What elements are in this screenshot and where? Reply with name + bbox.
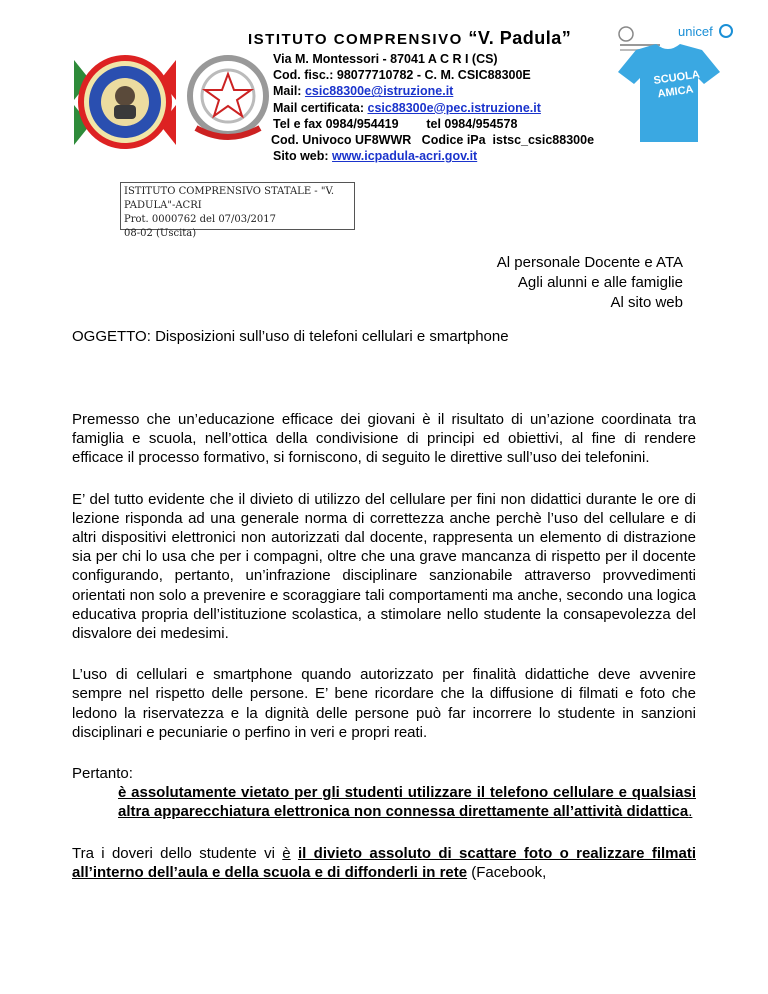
recipient-families: Agli alunni e alle famiglie [517,274,683,291]
letterhead [0,0,768,185]
site-link[interactable]: www.icpadula-acri.gov.it [332,149,478,164]
mail-link[interactable]: csic88300e@istruzione.it [304,84,454,99]
school-name [248,28,571,49]
recipients-block [497,253,683,313]
svg-text:AMICA: AMICA [656,83,695,101]
subject-line: OGGETTO: Disposizioni sull’uso di telefoni cellulari e smartphone [72,328,509,345]
rule-end: . [688,803,693,821]
site-line [273,148,594,164]
school-contacts [273,51,594,164]
italian-republic-emblem [182,48,274,148]
paragraph-premise: Premesso che un’educazione efficace dei giovani è il risultato di un’azione coordinata tra famiglia e scuola, nell’ottica della condivisione di principi ed obiettivi, al fine di rendere efficace il processo formativo, si forniscono, di seguito le direttive sull’uso dei telefonini. [72,411,696,467]
phone-line: Tel e fax 0984/954419 tel 0984/954578 [273,116,518,131]
school-name-prefix: ISTITUTO COMPRENSIVO [248,31,463,48]
recipient-website: Al sito web [610,294,683,311]
pec-label: Mail certificata: [273,100,365,115]
mail-line [273,83,594,99]
pec-link[interactable]: csic88300e@pec.istruzione.it [367,100,541,115]
unicef-label: unicef [678,24,713,39]
rule-statement [118,783,696,821]
svg-text:SCUOLA: SCUOLA [652,68,701,87]
stamp-line-2: Prot. 0000762 del 07/03/2017 [124,214,276,225]
recipient-staff: Al personale Docente e ATA [496,254,683,271]
school-badge-logo [70,50,180,150]
duties-c [291,845,298,862]
duties-e: (Facebook, [467,863,547,881]
stamp-line-1: ISTITUTO COMPRENSIVO STATALE - "V. PADULA"-ACRI [124,186,335,211]
protocol-stamp [120,182,355,239]
unicef-scuola-amica-logo [598,20,738,150]
paragraph-duties [72,844,696,882]
stamp-line-3: 08-02 (Uscita) [124,228,197,239]
mail-label: Mail: [273,84,302,99]
paragraph-authorized-use: L’uso di cellulari e smartphone quando autorizzato per finalità didattiche deve avvenire sempre nel rispetto delle persone. E’ bene ricordare che la diffusione di filmati e foto che ledono la riservatezza e la dignità delle persone può far incorrere lo studente in sanzioni disciplinari e pecuniarie o perfino in veri e propri reati. [72,666,696,741]
letter-body [72,410,696,904]
school-name-suffix: “V. Padula” [468,28,572,48]
school-codes: Cod. fisc.: 98077710782 - C. M. CSIC88300E [273,68,531,83]
rule-text: è assolutamente vietato per gli studenti utilizzare il telefono cellulare e qualsiasi altra apparecchiatura elettronica non connessa direttamente all’attività didattica [118,784,696,821]
paragraph-prohibition-rationale: E’ del tutto evidente che il divieto di utilizzo del cellulare per fini non didattici durante le ore di lezione risponda ad una generale norma di correttezza anche perchè l’uso del cellulare e di altri dispositivi elettronici non autorizzati dal docente, rappresenta un elemento di distrazione sia per chi lo usa che per i compagni, oltre che una grave mancanza di rispetto per il docente configurando, pertanto, un’infrazione disciplinare sanzionabile attraverso provvedimenti orientati non solo a prevenire e scoraggiare tali comportamenti ma anche, secondo una logica educativa propria dell’istituzione scolastica, a stimolare nello studente la consapevolezza del disvalore dei medesimi. [72,490,696,643]
duties-a: Tra i doveri dello studente vi [72,844,283,862]
duties-b: è [282,844,291,862]
school-address: Via M. Montessori - 87041 A C R I (CS) [273,52,498,66]
duties-prohibition: il divieto assoluto di scattare foto o realizzare filmati all’interno dell’aula e della scuola e di diffonderli in rete [72,844,696,881]
pec-line [273,100,594,116]
therefore-lead: Pertanto: [72,765,133,783]
paragraph-therefore [72,764,696,822]
univoco-line: Cod. Univoco UF8WWR Codice iPa istsc_csic88300e [271,133,595,148]
site-label: Sito web: [273,149,329,164]
